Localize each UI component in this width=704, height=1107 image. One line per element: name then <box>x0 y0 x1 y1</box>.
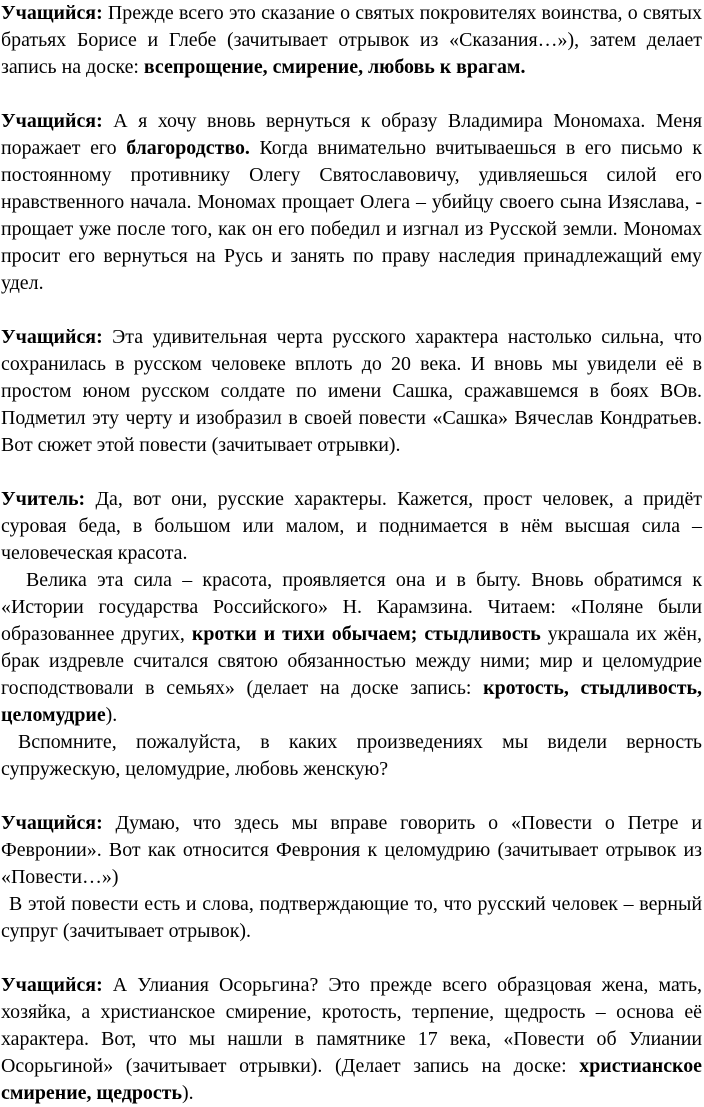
paragraph-text: Когда внимательно вчитываешься в его письмо к постоянному противнику Олегу Святославовичу, удивляешься силой его нравственного начала. Мономах прощает Олега – убийцу своего сына Изяслава, - прощает уже после того, как он его победил и изгнал из Русской земли. Мономах просит его вернуться на Русь и занять по праву наследия принадлежащий ему удел. <box>1 137 702 294</box>
speaker-label: Учитель: <box>1 488 86 510</box>
paragraph-text: Вспомните, пожалуйста, в каких произведениях мы видели верность супружескую, целомудрие, любовь женскую? <box>1 731 702 780</box>
paragraph-text: В этой повести есть и слова, подтверждающие то, что русский человек – верный супруг (зачитывает отрывок). <box>1 893 702 942</box>
paragraph-gap <box>1 783 702 810</box>
paragraph-text: Прежде всего это сказание о святых покровителях воинства, о святых братьях Борисе и Глебе (зачитывает отрывок из «Сказания…»), затем делает запись на доске: <box>1 2 702 78</box>
paragraph-text: ). <box>181 1082 194 1104</box>
paragraph-gap <box>1 81 702 108</box>
speaker-label: Учащийся: <box>1 326 103 348</box>
paragraph-text: Велика эта сила – красота, проявляется она и в быту. Вновь обратимся к «Истории государства Российского» Н. Карамзина. Читаем: «Поляне были образованнее других, <box>1 569 702 645</box>
paragraph-text: Думаю, что здесь мы вправе говорить о «Повести о Петре и Февронии». Вот как относится Феврония к целомудрию (зачитывает отрывок из «Повести…») <box>1 812 702 888</box>
speaker-label: Учащийся: <box>1 812 103 834</box>
paragraph-monomakh <box>1 108 702 297</box>
paragraph-text: Эта удивительная черта русского характера настолько сильна, что сохранилась в русском человеке вплоть до 20 века. И вновь мы увидели её в простом юном русском солдате по имени Сашка, сражавшемся в боях ВОв. Подметил эту черту и изобразил в своей повести «Сашка» Вячеслав Кондратьев. Вот сюжет этой повести (зачитывает отрывки). <box>1 326 702 456</box>
board-note: кротость, стыдливость, целомудрие <box>1 677 702 726</box>
paragraph-sashka <box>1 324 702 459</box>
emphasis-text: благородство. <box>126 137 250 159</box>
speaker-label: Учащийся: <box>1 110 103 132</box>
speaker-label: Учащийся: <box>1 2 103 24</box>
board-note: христианское смирение, щедрость <box>1 1055 702 1104</box>
paragraph-uliania <box>1 972 702 1107</box>
paragraph-boris-gleb <box>1 0 702 81</box>
paragraph-gap <box>1 297 702 324</box>
paragraph-karamzin <box>1 567 702 729</box>
paragraph-teacher <box>1 486 702 567</box>
paragraph-gap <box>1 459 702 486</box>
paragraph-text: А Улиания Осорьгина? Это прежде всего образцовая жена, мать, хозяйка, а христианское смирение, кротость, терпение, щедрость – основа её характера. Вот, что мы нашли в памятнике 17 века, «Повести об Улиании Осорьгиной» (зачитывает отрывки). (Делает запись на доске: <box>1 974 702 1077</box>
paragraph-text: украшала их жён, брак издревле считался святою обязанностью между ними; мир и целомудрие господствовали в семьях» (делает на доске запись: <box>1 623 702 699</box>
board-note: всепрощение, смирение, любовь к врагам. <box>143 56 526 78</box>
speaker-label: Учащийся: <box>1 974 103 996</box>
paragraph-fevronia <box>1 810 702 891</box>
paragraph-question <box>1 729 702 783</box>
paragraph-text: А я хочу вновь вернуться к образу Владимира Мономаха. Меня поражает его <box>1 110 702 159</box>
emphasis-text: кротки и тихи обычаем; стыдливость <box>191 623 541 645</box>
paragraph-spouse <box>1 891 702 945</box>
paragraph-text: Да, вот они, русские характеры. Кажется, прост человек, а придёт суровая беда, в большом или малом, и поднимается в нём высшая сила – человеческая красота. <box>1 488 702 564</box>
paragraph-gap <box>1 945 702 972</box>
paragraph-text: ). <box>105 704 118 726</box>
